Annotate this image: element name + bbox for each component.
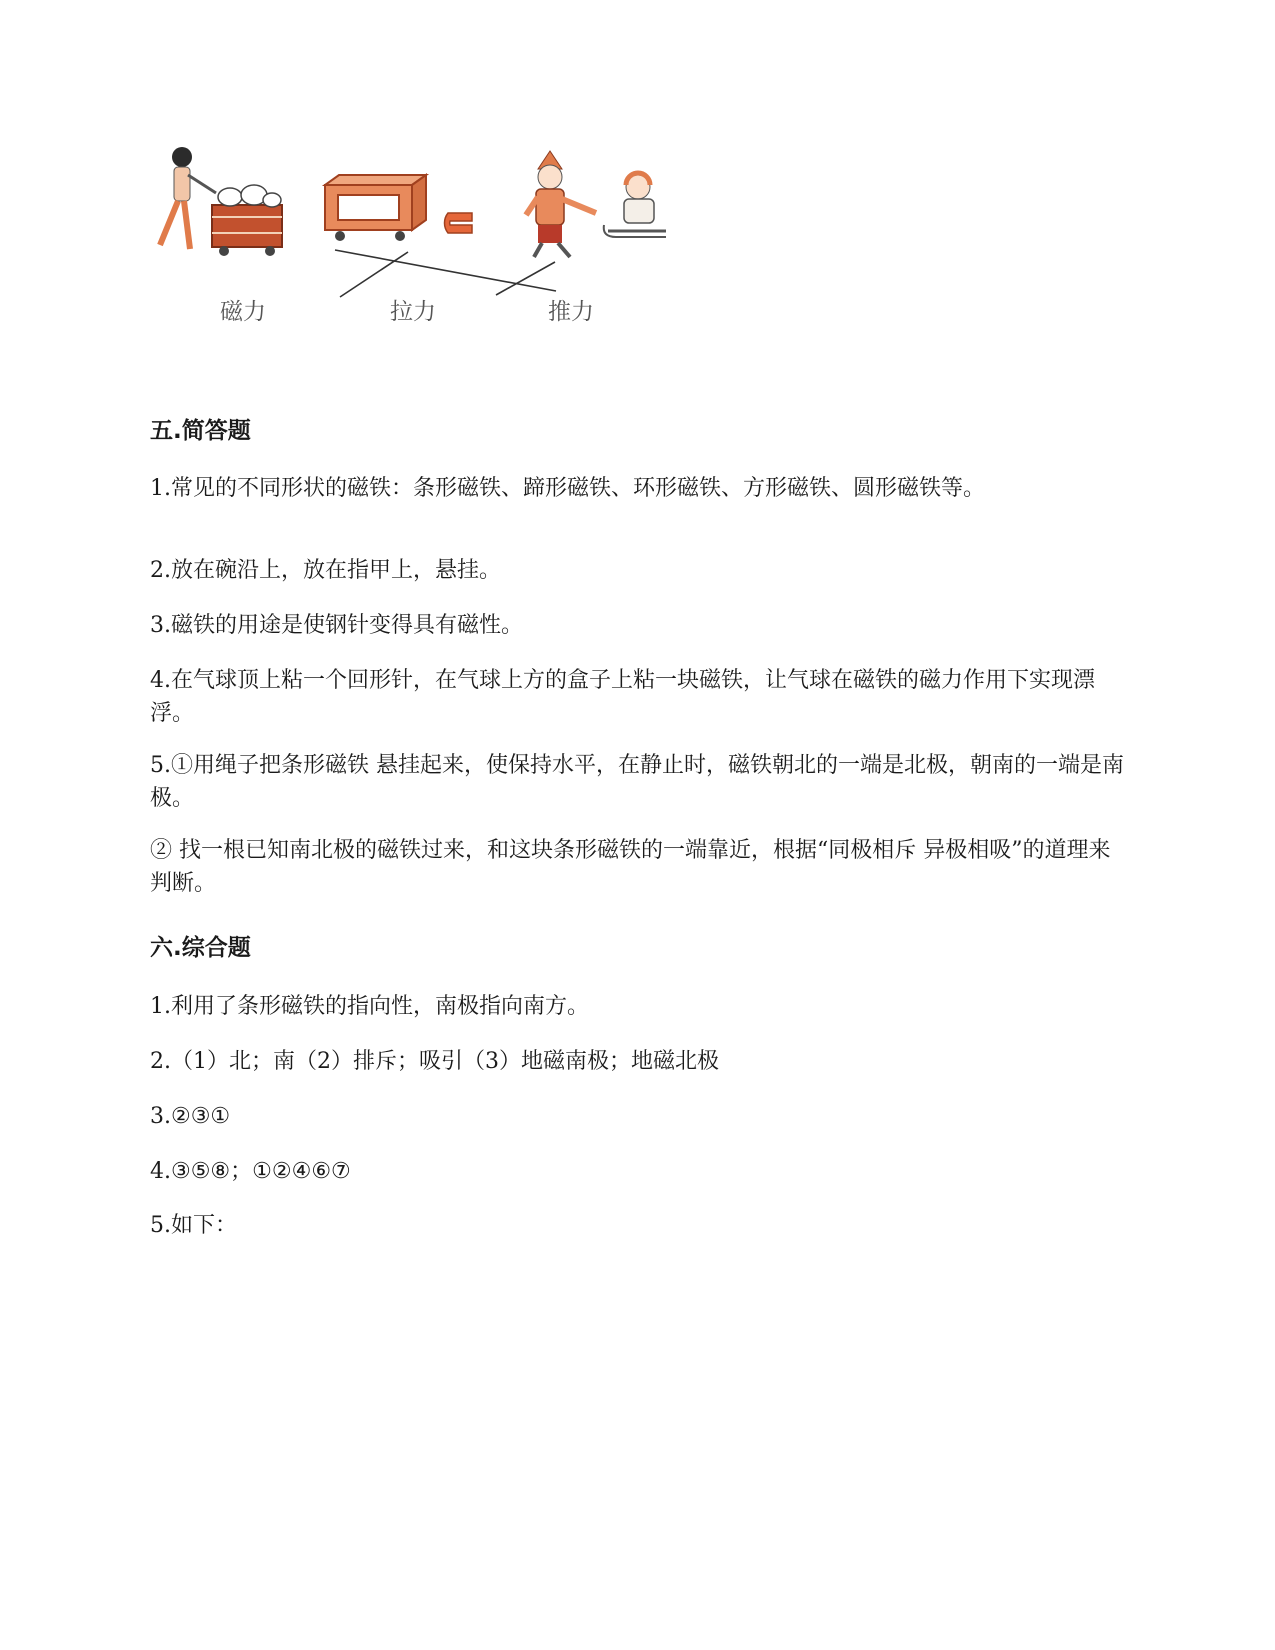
section-6-item-1: 1.利用了条形磁铁的指向性，南极指向南方。 xyxy=(150,994,589,1019)
section-5-item-2: 2.放在碗沿上，放在指甲上，悬挂。 xyxy=(150,558,501,583)
section-5-item-5: 5.①用绳子把条形磁铁 悬挂起来，使保持水平，在静止时，磁铁朝北的一端是北极，朝南的一端是南极。 xyxy=(150,753,1124,811)
section-5-item-1: 1.常见的不同形状的磁铁：条形磁铁、蹄形磁铁、环形磁铁、方形磁铁、圆形磁铁等。 xyxy=(150,476,985,501)
cart-and-magnet-image xyxy=(325,175,472,241)
section-6-item-5: 5.如下： xyxy=(150,1213,237,1238)
force-matching-figure xyxy=(150,145,710,350)
match-line-3 xyxy=(496,262,555,295)
boy-pushing-cart-image xyxy=(160,147,282,256)
section-6-item-2: 2.（1）北；南（2）排斥；吸引（3）地磁南极；地磁北极 xyxy=(150,1049,719,1074)
section-5-heading: 五.简答题 xyxy=(150,418,251,444)
section-6-item-4: 4.③⑤⑧；①②④⑥⑦ xyxy=(150,1159,351,1184)
match-line-2 xyxy=(335,250,556,291)
section-6-item-3: 3.②③① xyxy=(150,1104,231,1129)
figure-label-pull: 拉力 xyxy=(390,299,436,325)
child-pulling-sled-image xyxy=(526,151,666,257)
match-line-1 xyxy=(340,252,408,297)
section-5-item-5-part-2: ② 找一根已知南北极的磁铁过来，和这块条形磁铁的一端靠近，根据“同极相斥 异极相吸”的道理来判断。 xyxy=(150,838,1111,896)
section-6-heading: 六.综合题 xyxy=(150,935,251,961)
figure-label-magnetic: 磁力 xyxy=(220,299,266,325)
figure-label-push: 推力 xyxy=(548,299,594,325)
section-5-item-4: 4.在气球顶上粘一个回形针，在气球上方的盒子上粘一块磁铁，让气球在磁铁的磁力作用下实现漂浮。 xyxy=(150,668,1095,726)
section-5-item-3: 3.磁铁的用途是使钢针变得具有磁性。 xyxy=(150,613,523,638)
